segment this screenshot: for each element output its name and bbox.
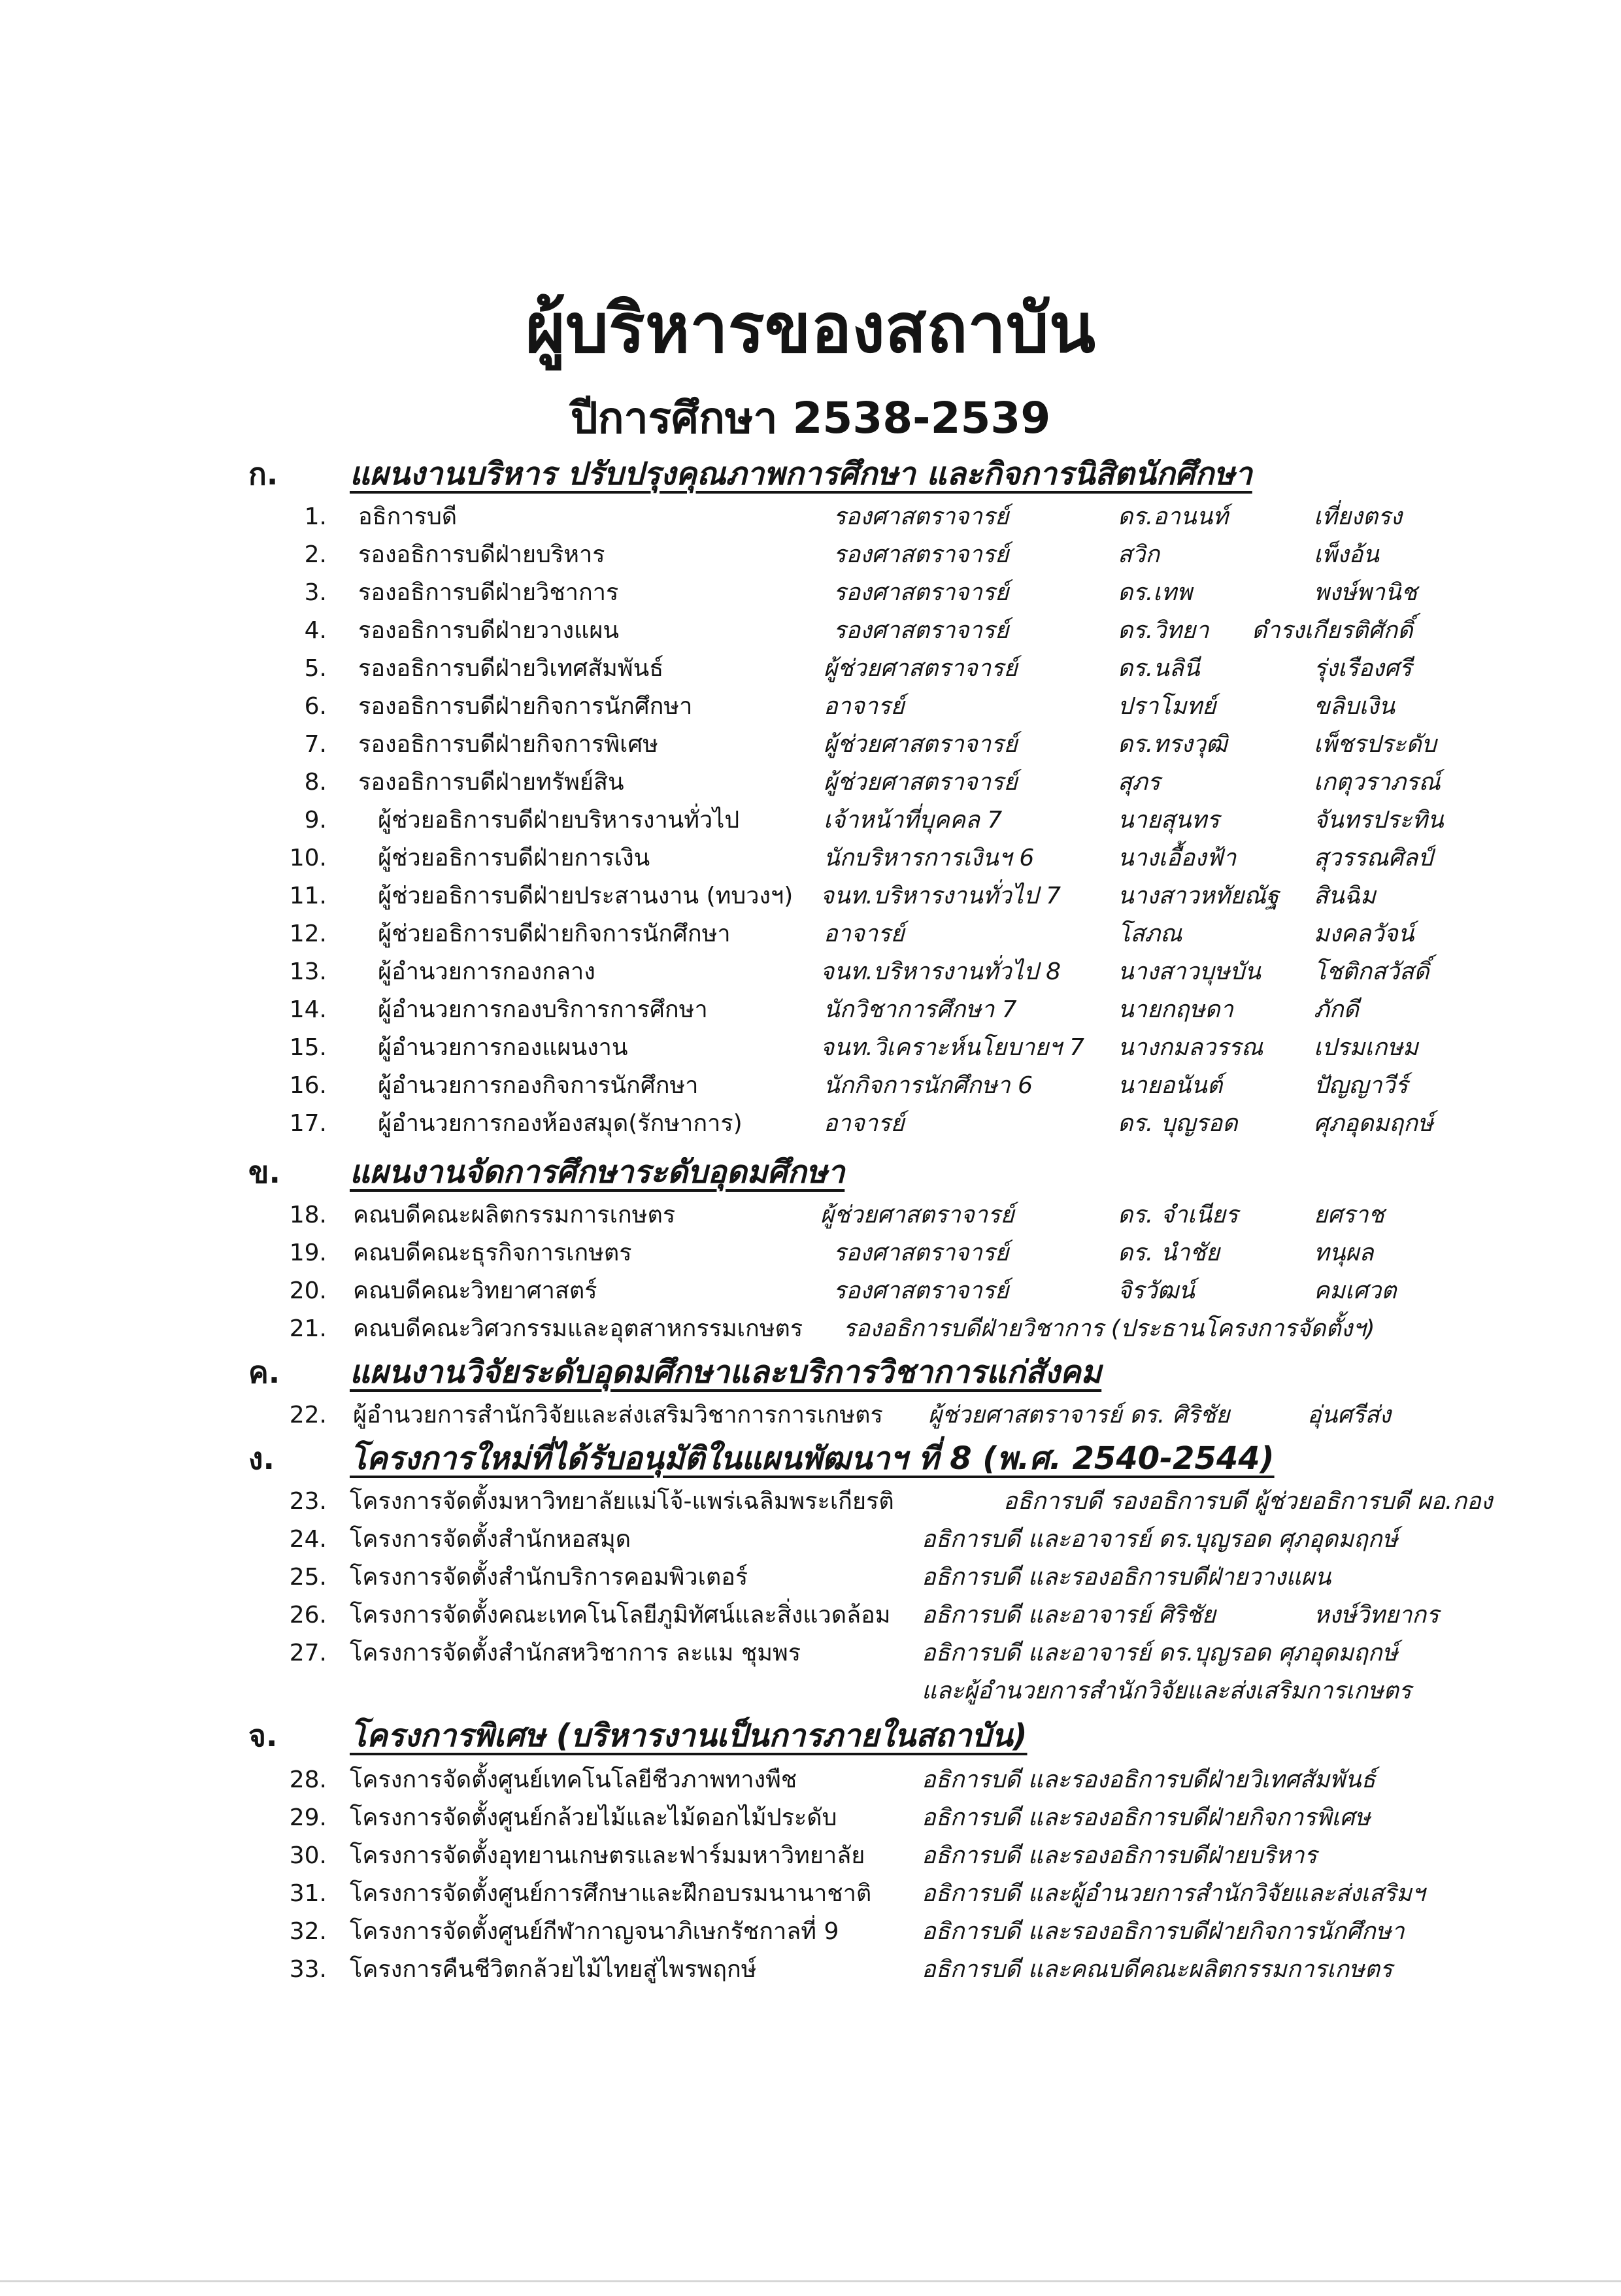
name-cell: นายอนันต์ bbox=[1118, 1072, 1223, 1099]
row-number: 7. bbox=[304, 731, 327, 758]
project-cell: โครงการจัดตั้งสำนักบริการคอมพิวเตอร์ bbox=[350, 1564, 748, 1591]
responsible-cell: อธิการบดี และอาจารย์ ดร.บุญรอด ศุภอุดมฤกษ์ bbox=[922, 1640, 1398, 1666]
position-cell: รองอธิการบดีฝ่ายบริหาร bbox=[358, 541, 605, 568]
section-letter: จ. bbox=[248, 1718, 278, 1753]
rank-cell: นักวิชาการศึกษา 7 bbox=[824, 996, 1017, 1023]
table-row bbox=[0, 536, 1621, 574]
responsible-cell: อธิการบดี และรองอธิการบดีฝ่ายวิเทศสัมพันธ์ bbox=[922, 1766, 1376, 1793]
row-number: 31. bbox=[289, 1880, 327, 1907]
responsible-cell: อธิการบดี และรองอธิการบดีฝ่ายกิจการพิเศษ bbox=[922, 1804, 1371, 1831]
position-cell: ผู้อำนวยการสำนักวิจัยและส่งเสริมวิชาการการเกษตร bbox=[353, 1402, 883, 1428]
position-cell: คณบดีคณะธุรกิจการเกษตร bbox=[353, 1240, 632, 1266]
table-row bbox=[0, 1875, 1621, 1913]
responsible-cell: อธิการบดี และรองอธิการบดีฝ่ายวางแผน bbox=[922, 1564, 1331, 1591]
surname-cell: เที่ยงตรง bbox=[1314, 503, 1402, 530]
rank-cell: รองศาสตราจารย์ bbox=[833, 579, 1009, 606]
table-row bbox=[0, 839, 1621, 877]
row-number: 33. bbox=[289, 1956, 327, 1983]
row-number: 24. bbox=[289, 1526, 327, 1553]
rank-cell: เจ้าหน้าที่บุคคล 7 bbox=[824, 807, 1003, 834]
academic-year-subtitle: ปีการศึกษา 2538-2539 bbox=[570, 393, 1051, 443]
surname-cell: มงคลวัจน์ bbox=[1314, 920, 1414, 947]
table-row bbox=[0, 1799, 1621, 1837]
row-number: 29. bbox=[289, 1804, 327, 1831]
row-number: 26. bbox=[289, 1602, 327, 1629]
responsible-cell: อธิการบดี และอาจารย์ ดร.บุญรอด ศุภอุดมฤกษ์ bbox=[922, 1526, 1398, 1553]
row-number: 32. bbox=[289, 1918, 327, 1945]
row-number: 10. bbox=[289, 845, 327, 871]
section-title: แผนงานจัดการศึกษาระดับอุดมศึกษา bbox=[350, 1154, 845, 1190]
rank-cell: จนท.บริหารงานทั่วไป 8 bbox=[820, 958, 1061, 985]
row-number: 14. bbox=[289, 996, 327, 1023]
section-letter: ก. bbox=[248, 456, 278, 492]
row-number: 5. bbox=[304, 655, 327, 682]
surname-cell: ยศราช bbox=[1314, 1202, 1384, 1228]
rank-cell: จนท.วิเคราะห์นโยบายฯ 7 bbox=[820, 1034, 1084, 1061]
surname-cell: สินฉิม bbox=[1314, 883, 1376, 909]
name-cell: นางกมลวรรณ bbox=[1118, 1034, 1263, 1061]
surname-cell: ภักดี bbox=[1314, 996, 1359, 1023]
surname-cell: เกตุวราภรณ์ bbox=[1314, 769, 1441, 796]
section-title: แผนงานบริหาร ปรับปรุงคุณภาพการศึกษา และกิจการนิสิตนักศึกษา bbox=[350, 456, 1252, 492]
row-number: 12. bbox=[289, 920, 327, 947]
rank-cell: ผู้ช่วยศาสตราจารย์ bbox=[820, 1202, 1014, 1228]
project-cell: โครงการคืนชีวิตกล้วยไม้ไทยสู่ไพรพฤกษ์ bbox=[350, 1956, 757, 1983]
surname-cell: ทนุผล bbox=[1314, 1240, 1374, 1266]
project-cell: โครงการจัดตั้งอุทยานเกษตรและฟาร์มมหาวิทยาลัย bbox=[350, 1842, 865, 1869]
name-cell: โสภณ bbox=[1118, 920, 1182, 947]
position-cell: ผู้ช่วยอธิการบดีฝ่ายบริหารงานทั่วไป bbox=[378, 807, 740, 834]
surname-cell: โชติกสวัสดิ์ bbox=[1314, 958, 1429, 985]
name-cell: ปราโมทย์ bbox=[1118, 693, 1216, 720]
table-row bbox=[0, 915, 1621, 953]
table-row bbox=[0, 1951, 1621, 1989]
name-cell: ดร.วิทยา bbox=[1118, 617, 1209, 644]
name-cell: นายกฤษดา bbox=[1118, 996, 1233, 1023]
name-cell: ดร.ทรงวุฒิ bbox=[1118, 731, 1228, 758]
row-number: 18. bbox=[289, 1202, 327, 1228]
section-letter: ง. bbox=[248, 1441, 275, 1476]
table-row bbox=[0, 1521, 1621, 1559]
surname-cell: เพ็ชรประดับ bbox=[1314, 731, 1437, 758]
rank-cell: อาจารย์ bbox=[824, 1110, 905, 1137]
table-row bbox=[0, 1761, 1621, 1799]
row-number: 23. bbox=[289, 1488, 327, 1515]
name-cell: ดร. นำชัย bbox=[1118, 1240, 1220, 1266]
position-cell: ผู้ช่วยอธิการบดีฝ่ายการเงิน bbox=[378, 845, 650, 871]
section-letter: ค. bbox=[248, 1355, 280, 1390]
rank-cell: นักบริหารการเงินฯ 6 bbox=[824, 845, 1035, 871]
table-row bbox=[0, 498, 1621, 536]
name-cell: นายสุนทร bbox=[1118, 807, 1220, 834]
project-cell: โครงการจัดตั้งศูนย์กีฬากาญจนาภิเษกรัชกาลที่ 9 bbox=[350, 1918, 839, 1945]
table-row bbox=[0, 1272, 1621, 1310]
position-cell: ผู้ช่วยอธิการบดีฝ่ายประสานงาน (ทบวงฯ) bbox=[378, 883, 794, 909]
row-number: 2. bbox=[304, 541, 327, 568]
row-number: 13. bbox=[289, 958, 327, 985]
table-row bbox=[0, 726, 1621, 764]
rank-cell: รองศาสตราจารย์ bbox=[833, 617, 1009, 644]
rank-cell: ผู้ช่วยศาสตราจารย์ bbox=[824, 731, 1018, 758]
name-cell: จิรวัฒน์ bbox=[1118, 1277, 1195, 1304]
position-cell: รองอธิการบดีฝ่ายวิเทศสัมพันธ์ bbox=[358, 655, 664, 682]
position-cell: ผู้ช่วยอธิการบดีฝ่ายกิจการนักศึกษา bbox=[378, 920, 731, 947]
table-row bbox=[0, 650, 1621, 688]
row-number: 8. bbox=[304, 769, 327, 796]
surname-cell: รุ่งเรืองศรี bbox=[1314, 655, 1412, 682]
responsible-cell: อธิการบดี และคณบดีคณะผลิตกรรมการเกษตร bbox=[922, 1956, 1393, 1983]
responsible-cell: อธิการบดี รองอธิการบดี ผู้ช่วยอธิการบดี ผอ.กอง bbox=[1003, 1488, 1493, 1515]
section-title: แผนงานวิจัยระดับอุดมศึกษาและบริการวิชาการแก่สังคม bbox=[350, 1354, 1102, 1391]
project-cell: โครงการจัดตั้งสำนักสหวิชาการ ละแม ชุมพร bbox=[350, 1640, 801, 1666]
surname-cell: เปรมเกษม bbox=[1314, 1034, 1418, 1061]
surname-cell: จันทรประทิน bbox=[1314, 807, 1444, 834]
surname-cell: พงษ์พานิช bbox=[1314, 579, 1418, 606]
project-cell: โครงการจัดตั้งมหาวิทยาลัยแม่โจ้-แพร่เฉลิมพระเกียรติ bbox=[350, 1488, 894, 1515]
responsible-cell: และผู้อำนวยการสำนักวิจัยและส่งเสริมการเกษตร bbox=[922, 1678, 1412, 1704]
responsible-surname-cell: หงษ์วิทยากร bbox=[1314, 1602, 1439, 1629]
table-row bbox=[0, 991, 1621, 1029]
position-cell: ผู้อำนวยการกองแผนงาน bbox=[378, 1034, 628, 1061]
scan-edge-line bbox=[0, 2280, 1621, 2282]
surname-cell: เพ็งอ้น bbox=[1314, 541, 1379, 568]
name-cell: นางสาวบุษบัน bbox=[1118, 958, 1261, 985]
row-number: 9. bbox=[304, 807, 327, 834]
surname-cell: คมเศวต bbox=[1314, 1277, 1397, 1304]
project-cell: โครงการจัดตั้งสำนักหอสมุด bbox=[350, 1526, 631, 1553]
row-number: 28. bbox=[289, 1766, 327, 1793]
section-title: โครงการใหม่ที่ได้รับอนุมัติในแผนพัฒนาฯ ที่ 8 (พ.ศ. 2540-2544) bbox=[350, 1440, 1275, 1477]
table-row bbox=[0, 1105, 1621, 1143]
table-row bbox=[0, 1029, 1621, 1067]
position-cell: รองอธิการบดีฝ่ายวางแผน bbox=[358, 617, 620, 644]
rank-cell: รองศาสตราจารย์ bbox=[833, 1240, 1009, 1266]
row-number: 1. bbox=[304, 503, 327, 530]
table-row-continuation bbox=[0, 1672, 1621, 1710]
table-row bbox=[0, 1634, 1621, 1672]
row-number: 4. bbox=[304, 617, 327, 644]
position-cell: ผู้อำนวยการกองห้องสมุด(รักษาการ) bbox=[378, 1110, 743, 1137]
responsible-cell: อธิการบดี และรองอธิการบดีฝ่ายกิจการนักศึกษา bbox=[922, 1918, 1405, 1945]
holder-cell: ผู้ช่วยศาสตราจารย์ ดร. ศิริชัย bbox=[928, 1402, 1230, 1428]
table-row bbox=[0, 1310, 1621, 1348]
row-number: 6. bbox=[304, 693, 327, 720]
rank-cell: อาจารย์ bbox=[824, 693, 905, 720]
name-cell: ดร.อานนท์ bbox=[1118, 503, 1228, 530]
table-row bbox=[0, 1837, 1621, 1875]
name-cell: สุภร bbox=[1118, 769, 1161, 796]
project-cell: โครงการจัดตั้งศูนย์การศึกษาและฝึกอบรมนานาชาติ bbox=[350, 1880, 872, 1907]
table-row bbox=[0, 764, 1621, 802]
project-cell: โครงการจัดตั้งศูนย์กล้วยไม้และไม้ดอกไม้ประดับ bbox=[350, 1804, 837, 1831]
position-cell: ผู้อำนวยการกองบริการการศึกษา bbox=[378, 996, 708, 1023]
position-cell: คณบดีคณะวิศวกรรมและอุตสาหกรรมเกษตร bbox=[353, 1315, 803, 1342]
table-row bbox=[0, 953, 1621, 991]
row-number: 27. bbox=[289, 1640, 327, 1666]
rank-cell: ผู้ช่วยศาสตราจารย์ bbox=[824, 769, 1018, 796]
position-cell: รองอธิการบดีฝ่ายกิจการพิเศษ bbox=[358, 731, 658, 758]
rank-cell: รองศาสตราจารย์ bbox=[833, 1277, 1009, 1304]
surname-cell: ศุภอุดมฤกษ์ bbox=[1314, 1110, 1433, 1137]
position-cell: ผู้อำนวยการกองกลาง bbox=[378, 958, 595, 985]
row-number: 25. bbox=[289, 1564, 327, 1591]
name-cell: ดร.เทพ bbox=[1118, 579, 1192, 606]
table-row bbox=[0, 877, 1621, 915]
position-cell: รองอธิการบดีฝ่ายทรัพย์สิน bbox=[358, 769, 624, 796]
surname-cell: ปัญญาวีร์ bbox=[1314, 1072, 1408, 1099]
table-row bbox=[0, 1067, 1621, 1105]
table-row bbox=[0, 574, 1621, 612]
responsible-cell: อธิการบดี และอาจารย์ ศิริชัย bbox=[922, 1602, 1216, 1629]
project-cell: โครงการจัดตั้งศูนย์เทคโนโลยีชีวภาพทางพืช bbox=[350, 1766, 797, 1793]
page-title: ผู้บริหารของสถาบัน bbox=[526, 288, 1095, 368]
table-row bbox=[0, 802, 1621, 839]
table-row bbox=[0, 1913, 1621, 1951]
table-row bbox=[0, 1559, 1621, 1596]
table-row bbox=[0, 612, 1621, 650]
position-cell: รองอธิการบดีฝ่ายกิจการนักศึกษา bbox=[358, 693, 693, 720]
project-cell: โครงการจัดตั้งคณะเทคโนโลยีภูมิทัศน์และสิ่งแวดล้อม bbox=[350, 1602, 891, 1629]
row-number: 16. bbox=[289, 1072, 327, 1099]
position-cell: ผู้อำนวยการกองกิจการนักศึกษา bbox=[378, 1072, 699, 1099]
row-number: 20. bbox=[289, 1277, 327, 1304]
position-cell: คณบดีคณะผลิตกรรมการเกษตร bbox=[353, 1202, 676, 1228]
responsible-cell: อธิการบดี และรองอธิการบดีฝ่ายบริหาร bbox=[922, 1842, 1317, 1869]
row-number: 15. bbox=[289, 1034, 327, 1061]
row-number: 17. bbox=[289, 1110, 327, 1137]
name-cell: ดร. จำเนียร bbox=[1118, 1202, 1239, 1228]
surname-cell: ดำรงเกียรติศักดิ์ bbox=[1252, 617, 1413, 644]
rank-cell: นักกิจการนักศึกษา 6 bbox=[824, 1072, 1033, 1099]
rank-cell: ผู้ช่วยศาสตราจารย์ bbox=[824, 655, 1018, 682]
name-cell: นางสาวหทัยณัฐ bbox=[1118, 883, 1279, 909]
table-row bbox=[0, 688, 1621, 726]
name-cell: ดร. บุญรอด bbox=[1118, 1110, 1238, 1137]
row-number: 30. bbox=[289, 1842, 327, 1869]
rank-cell: รองศาสตราจารย์ bbox=[833, 503, 1009, 530]
position-cell: คณบดีคณะวิทยาศาสตร์ bbox=[353, 1277, 597, 1304]
row-number: 19. bbox=[289, 1240, 327, 1266]
position-cell: รองอธิการบดีฝ่ายวิชาการ bbox=[358, 579, 619, 606]
table-row bbox=[0, 1396, 1621, 1434]
surname-cell: อุ่นศรีส่ง bbox=[1307, 1402, 1391, 1428]
rank-cell: จนท.บริหารงานทั่วไป 7 bbox=[820, 883, 1061, 909]
table-row bbox=[0, 1596, 1621, 1634]
surname-cell: สุวรรณศิลป์ bbox=[1314, 845, 1433, 871]
section-title: โครงการพิเศษ (บริหารงานเป็นการภายในสถาบัน) bbox=[350, 1717, 1028, 1754]
row-number: 22. bbox=[289, 1402, 327, 1428]
name-cell: นางเอื้องฟ้า bbox=[1118, 845, 1237, 871]
name-cell: สวิก bbox=[1118, 541, 1160, 568]
row-number: 21. bbox=[289, 1315, 327, 1342]
position-cell: อธิการบดี bbox=[358, 503, 458, 530]
rank-cell: อาจารย์ bbox=[824, 920, 905, 947]
row-number: 11. bbox=[289, 883, 327, 909]
row-number: 3. bbox=[304, 579, 327, 606]
surname-cell: ขลิบเงิน bbox=[1314, 693, 1395, 720]
table-row bbox=[0, 1234, 1621, 1272]
responsible-cell: อธิการบดี และผู้อำนวยการสำนักวิจัยและส่งเสริมฯ bbox=[922, 1880, 1426, 1907]
holder-cell: รองอธิการบดีฝ่ายวิชาการ (ประธานโครงการจัดตั้งฯ) bbox=[843, 1315, 1375, 1342]
name-cell: ดร.นลินี bbox=[1118, 655, 1200, 682]
section-letter: ข. bbox=[248, 1155, 280, 1190]
table-row bbox=[0, 1196, 1621, 1234]
table-row bbox=[0, 1483, 1621, 1521]
rank-cell: รองศาสตราจารย์ bbox=[833, 541, 1009, 568]
